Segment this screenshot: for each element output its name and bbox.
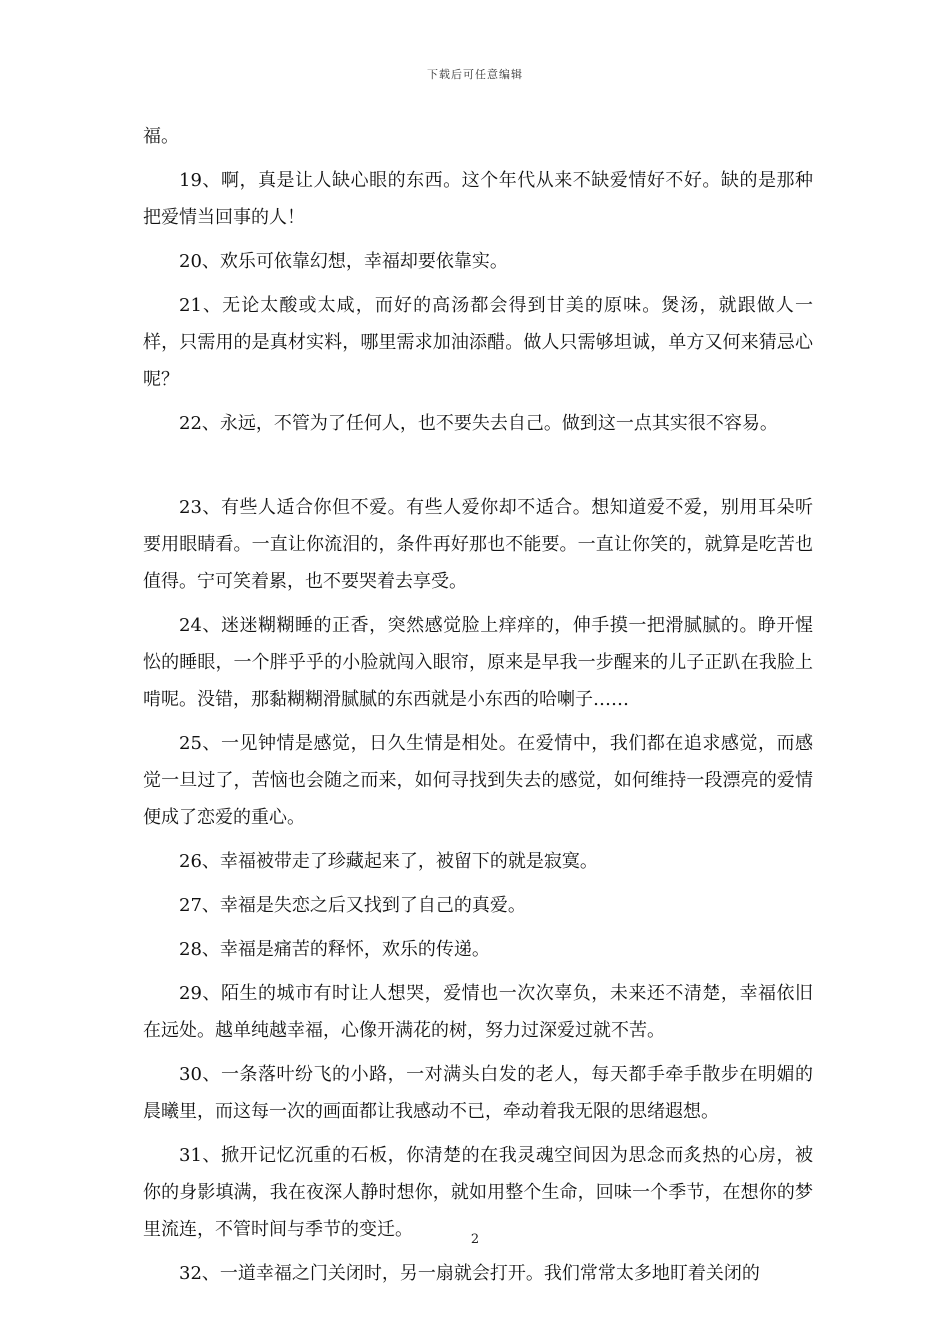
paragraph-continuation: 福。 [143, 126, 179, 147]
paragraph-30: 30、一条落叶纷飞的小路，一对满头白发的老人，每天都手牵手散步在明媚的晨曦里，而这每一次的画面都让我感动不已，牵动着我无限的思绪遐想。 [143, 1064, 813, 1122]
paragraph-23: 23、有些人适合你但不爱。有些人爱你却不适合。想知道爱不爱，别用耳朵听要用眼睛看。一直让你流泪的，条件再好那也不能要。一直让你笑的，就算是吃苦也值得。宁可笑着累，也不要哭着去享受。 [143, 497, 813, 592]
paragraph-25: 25、一见钟情是感觉，日久生情是相处。在爱情中，我们都在追求感觉，而感觉一旦过了，苦恼也会随之而来，如何寻找到失去的感觉，如何维持一段漂亮的爱情便成了恋爱的重心。 [143, 733, 813, 828]
paragraph-20: 20、欢乐可依靠幻想，幸福却要依靠实。 [179, 251, 508, 272]
paragraph-29: 29、陌生的城市有时让人想哭，爱情也一次次辜负，未来还不清楚，幸福依旧在远处。越单纯越幸福，心像开满花的树，努力过深爱过就不苦。 [143, 983, 813, 1041]
paragraph-28: 28、幸福是痛苦的释怀，欢乐的传递。 [179, 939, 490, 960]
paragraph-31: 31、掀开记忆沉重的石板，你清楚的在我灵魂空间因为思念而炙热的心房，被你的身影填满，我在夜深人静时想你，就如用整个生命，回味一个季节，在想你的梦里流连，不管时间与季节的变迁。 [143, 1145, 813, 1240]
paragraph-19: 19、啊，真是让人缺心眼的东西。这个年代从来不缺爱情好不好。缺的是那种把爱情当回事的人！ [143, 170, 813, 228]
paragraph-24: 24、迷迷糊糊睡的正香，突然感觉脸上痒痒的，伸手摸一把滑腻腻的。睁开惺忪的睡眼，一个胖乎乎的小脸就闯入眼帘，原来是早我一步醒来的儿子正趴在我脸上啃呢。没错，那黏糊糊滑腻腻的东西就是小东西的哈喇子…… [143, 615, 813, 710]
paragraph-22: 22、永远，不管为了任何人，也不要失去自己。做到这一点其实很不容易。 [179, 413, 778, 434]
document-body [143, 118, 813, 1299]
paragraph-26: 26、幸福被带走了珍藏起来了，被留下的就是寂寞。 [179, 851, 598, 872]
blank-line [143, 449, 813, 489]
paragraph-21: 21、无论太酸或太咸，而好的高汤都会得到甘美的原味。煲汤，就跟做人一样，只需用的是真材实料，哪里需求加油添醋。做人只需够坦诚，单方又何来猜忌心呢？ [143, 295, 813, 390]
paragraph-27: 27、幸福是失恋之后又找到了自己的真爱。 [179, 895, 526, 916]
page-header: 下载后可任意编辑 [427, 68, 523, 81]
page-number: 2 [470, 1232, 480, 1247]
paragraph-32: 32、一道幸福之门关闭时，另一扇就会打开。我们常常太多地盯着关闭的 [179, 1263, 760, 1284]
